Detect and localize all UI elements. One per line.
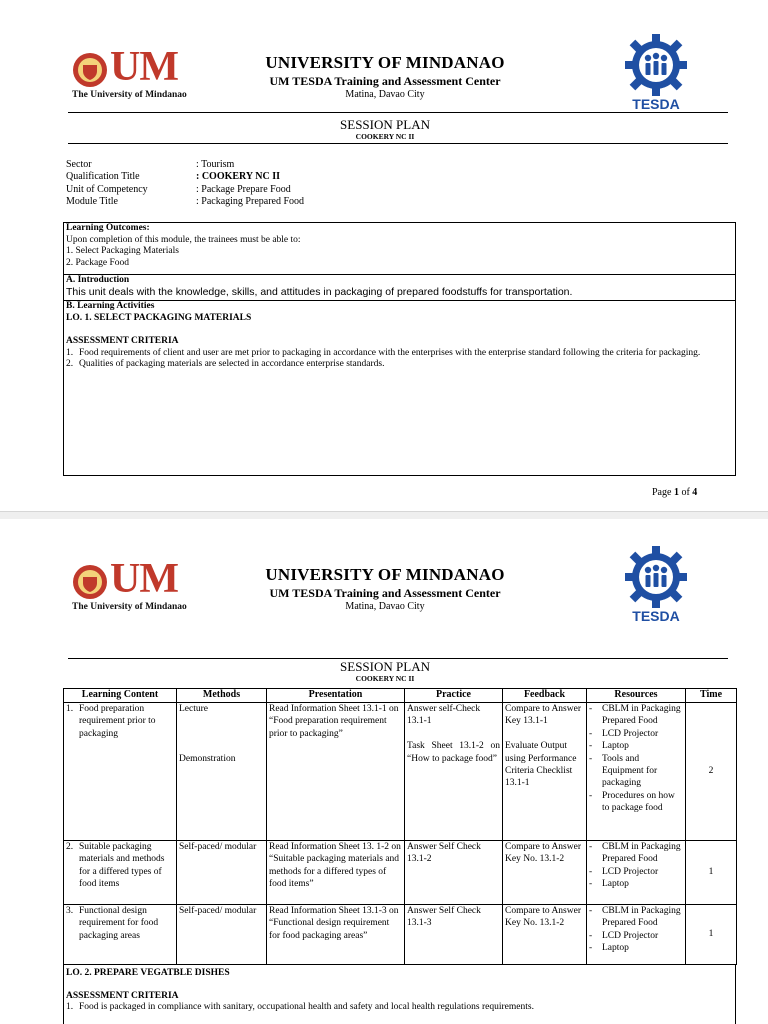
presentation-cell: Read Information Sheet 13. 1-2 on “Suitable packaging materials and methods for a differed types of food items” xyxy=(267,841,405,905)
column-header: Resources xyxy=(587,689,686,703)
info-row-sector xyxy=(66,159,496,171)
learning-activities-section xyxy=(64,301,735,371)
info-row-unit xyxy=(66,184,496,196)
column-header: Learning Content xyxy=(64,689,177,703)
um-seal-icon xyxy=(72,52,108,88)
tesda-logo-text: TESDA xyxy=(632,608,680,624)
info-row-qualification xyxy=(66,171,496,183)
practice-cell xyxy=(405,905,503,965)
presentation-cell: Read Information Sheet 13.1-1 on “Food preparation requirement prior to packaging” xyxy=(267,703,405,841)
university-location: Matina, Davao City xyxy=(345,601,425,612)
um-logo-caption: The University of Mindanao xyxy=(72,90,187,100)
assessment-criteria-heading: ASSESSMENT CRITERIA xyxy=(66,336,179,346)
feedback-text: Evaluate Output using Performance Criteria Checklist 13.1-1 xyxy=(505,741,577,789)
column-header: Practice xyxy=(405,689,503,703)
column-header: Methods xyxy=(177,689,267,703)
tesda-gear-icon xyxy=(622,546,690,608)
column-header: Presentation xyxy=(267,689,405,703)
resource-item: LCD Projector xyxy=(602,866,659,877)
practice-text: Answer Self Check 13.1-3 xyxy=(407,906,481,929)
practice-text: Answer self-Check 13.1-1 xyxy=(407,704,481,727)
feedback-cell xyxy=(503,703,587,841)
practice-cell xyxy=(405,703,503,841)
criterion-text: Qualities of packaging materials are selected in accordance enterprise standards. xyxy=(79,359,385,369)
learning-outcome-item: 1. Select Packaging Materials xyxy=(66,246,179,256)
learning-outcomes-heading: Learning Outcomes: xyxy=(66,223,150,233)
table-row xyxy=(64,703,737,841)
learning-content-cell xyxy=(64,841,177,905)
method-text: Demonstration xyxy=(179,753,236,764)
introduction-section xyxy=(64,275,735,301)
feedback-text: Compare to Answer Key No. 13.1-2 xyxy=(505,842,581,865)
info-label: Module Title xyxy=(66,195,118,207)
resource-item: Laptop xyxy=(602,943,629,954)
feedback-cell xyxy=(503,905,587,965)
introduction-heading: A. Introduction xyxy=(66,275,130,285)
learning-content-text: Food preparation requirement prior to packaging xyxy=(79,704,156,739)
training-center-name: UM TESDA Training and Assessment Center xyxy=(269,586,501,600)
method-text: Self-paced/ modular xyxy=(179,906,257,916)
resource-item: CBLM in Packaging Prepared Food xyxy=(602,906,681,929)
time-cell: 1 xyxy=(686,841,737,905)
session-plan-title: SESSION PLAN xyxy=(340,117,430,132)
lo2-heading: LO. 2. PREPARE VEGATBLE DISHES xyxy=(66,968,230,978)
column-header: Time xyxy=(686,689,737,703)
feedback-text: Compare to Answer Key No. 13.1-2 xyxy=(505,906,581,929)
session-plan-rule xyxy=(68,143,728,144)
page-current: 1 xyxy=(673,487,679,498)
criterion-text: Food requirements of client and user are met prior to packaging in accordance with the enterprises with the enterprise standard following the criteria for packaging. xyxy=(79,347,701,358)
resource-item: CBLM in Packaging Prepared Food xyxy=(602,842,681,865)
learning-activities-heading: B. Learning Activities xyxy=(66,301,155,311)
info-label: Unit of Competency xyxy=(66,183,148,195)
info-value: : COOKERY NC II xyxy=(196,171,281,183)
info-row-module xyxy=(66,196,496,208)
practice-cell xyxy=(405,841,503,905)
lo1-heading: LO. 1. SELECT PACKAGING MATERIALS xyxy=(66,312,252,323)
tesda-logo xyxy=(622,546,690,626)
method-text: Self-paced/ modular xyxy=(179,842,257,852)
info-label: Sector xyxy=(66,159,92,170)
presentation-cell: Read Information Sheet 13.1-3 on “Functional design requirement for food packaging areas” xyxy=(267,905,405,965)
tesda-gear-icon xyxy=(622,34,690,96)
method-text: Lecture xyxy=(179,704,209,714)
table-row xyxy=(64,905,737,965)
item-number: 3. xyxy=(66,906,74,916)
criterion-item xyxy=(64,348,735,360)
session-plan-table xyxy=(63,688,737,965)
um-seal-icon xyxy=(72,564,108,600)
methods-cell xyxy=(177,841,267,905)
page-total: 4 xyxy=(692,487,698,498)
methods-cell xyxy=(177,703,267,841)
learning-outcomes-section xyxy=(64,223,735,275)
learning-content-cell xyxy=(64,703,177,841)
column-header: Feedback xyxy=(503,689,587,703)
session-plan-title: SESSION PLAN xyxy=(340,659,430,674)
um-logo-letters: UM xyxy=(110,556,178,602)
page-of: of xyxy=(678,487,693,498)
resources-cell: - CBLM in Packaging Prepared Food - LCD Projector - Laptop xyxy=(587,905,686,965)
practice-text: Task Sheet 13.1-2 on “How to package food” xyxy=(407,741,500,764)
table-row xyxy=(64,841,737,905)
tesda-logo-text: TESDA xyxy=(632,96,680,112)
learning-content-text: Suitable packaging materials and methods for a differed types of food items xyxy=(79,842,165,890)
time-cell: 1 xyxy=(686,905,737,965)
um-logo-caption: The University of Mindanao xyxy=(72,602,187,612)
learning-content-cell xyxy=(64,905,177,965)
resource-item: Tools and Equipment for packaging xyxy=(602,753,658,789)
university-name: UNIVERSITY OF MINDANAO xyxy=(265,565,505,584)
page-header xyxy=(0,0,768,110)
info-value: : Packaging Prepared Food xyxy=(196,195,305,207)
tesda-logo xyxy=(622,34,690,114)
resources-cell: - CBLM in Packaging Prepared Food - LCD Projector - Laptop - Tools and Equipment for packaging - Procedures on how to package food xyxy=(587,703,686,841)
criterion-item xyxy=(64,359,735,371)
criterion-number: 1. xyxy=(66,1002,74,1012)
learning-outcomes-intro: Upon completion of this module, the trainees must be able to: xyxy=(66,234,301,245)
university-name: UNIVERSITY OF MINDANAO xyxy=(265,53,505,72)
table-header-row xyxy=(64,689,737,703)
criterion-number: 2. xyxy=(66,359,74,369)
page-number xyxy=(652,487,697,498)
university-location: Matina, Davao City xyxy=(345,89,425,100)
methods-cell xyxy=(177,905,267,965)
resource-item: Laptop xyxy=(602,741,629,752)
learning-outline-box xyxy=(63,222,736,476)
feedback-cell xyxy=(503,841,587,905)
um-logo xyxy=(68,44,198,104)
um-logo-letters: UM xyxy=(110,44,178,90)
resource-item: Procedures on how to package food xyxy=(602,790,675,814)
item-number: 1. xyxy=(66,704,74,714)
um-logo xyxy=(68,556,198,616)
info-value: : Tourism xyxy=(196,159,235,170)
session-plan-subtitle: COOKERY NC II xyxy=(355,132,415,141)
lo2-section xyxy=(63,964,736,1024)
info-value: : Package Prepare Food xyxy=(196,183,291,195)
criterion-number: 1. xyxy=(66,347,74,358)
criterion-text: Food is packaged in compliance with sanitary, occupational health and safety and local health regulations requirements. xyxy=(79,1002,534,1012)
info-label: Qualification Title xyxy=(66,171,140,183)
feedback-text: Compare to Answer Key 13.1-1 xyxy=(505,704,581,727)
item-number: 2. xyxy=(66,842,74,852)
header-rule xyxy=(68,112,728,113)
page-prefix: Page xyxy=(652,487,674,498)
resources-cell: - CBLM in Packaging Prepared Food - LCD Projector - Laptop xyxy=(587,841,686,905)
criterion-item xyxy=(64,1002,735,1014)
training-center-name: UM TESDA Training and Assessment Center xyxy=(269,74,501,88)
resource-item: Laptop xyxy=(602,879,629,890)
module-info xyxy=(66,159,496,208)
resource-item: LCD Projector xyxy=(602,728,659,739)
lo2-assessment-heading: ASSESSMENT CRITERIA xyxy=(66,990,179,1001)
session-plan-subtitle: COOKERY NC II xyxy=(355,674,415,683)
resource-item: CBLM in Packaging Prepared Food xyxy=(602,704,681,727)
introduction-text: This unit deals with the knowledge, skills, and attitudes in packaging of prepared foodstuffs for transportation. xyxy=(66,285,573,298)
learning-outcome-item: 2. Package Food xyxy=(66,257,130,268)
resource-item: LCD Projector xyxy=(602,930,659,941)
practice-text: Answer Self Check 13.1-2 xyxy=(407,842,481,865)
page-header xyxy=(0,512,768,622)
learning-content-text: Functional design requirement for food packaging areas xyxy=(79,906,159,941)
time-cell: 2 xyxy=(686,703,737,841)
